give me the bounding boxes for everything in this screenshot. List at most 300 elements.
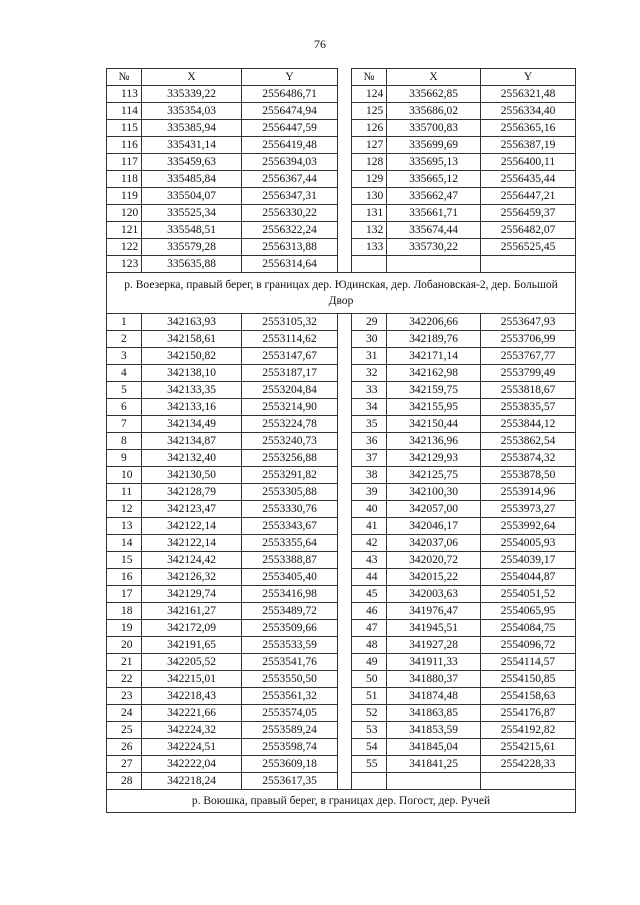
- column-header: X: [142, 69, 242, 86]
- y-coordinate: 2553878,50: [481, 467, 576, 484]
- x-coordinate: 342222,04: [142, 756, 242, 773]
- point-number: 126: [352, 120, 387, 137]
- x-coordinate: 335579,28: [142, 239, 242, 256]
- point-number: 128: [352, 154, 387, 171]
- x-coordinate: 342128,79: [142, 484, 242, 501]
- x-coordinate: 341945,51: [387, 620, 481, 637]
- point-number: 48: [352, 637, 387, 654]
- y-coordinate: 2553416,98: [242, 586, 338, 603]
- x-coordinate: 342015,22: [387, 569, 481, 586]
- point-number: 116: [107, 137, 142, 154]
- x-coordinate: 341863,85: [387, 705, 481, 722]
- x-coordinate: 342215,01: [142, 671, 242, 688]
- section-title: р. Воезерка, правый берег, в границах дер. Юдинская, дер. Лобановская-2, дер. Большой Двор: [107, 273, 576, 314]
- point-number: 50: [352, 671, 387, 688]
- y-coordinate: 2556365,16: [481, 120, 576, 137]
- point-number: 15: [107, 552, 142, 569]
- point-number: 31: [352, 348, 387, 365]
- x-coordinate: 342162,98: [387, 365, 481, 382]
- point-number: 118: [107, 171, 142, 188]
- table-row: [107, 399, 576, 416]
- table-row: [107, 569, 576, 586]
- column-gap: [338, 331, 352, 348]
- x-coordinate: 341911,33: [387, 654, 481, 671]
- point-number: 6: [107, 399, 142, 416]
- column-gap: [338, 671, 352, 688]
- x-coordinate: 335354,03: [142, 103, 242, 120]
- x-coordinate: 342189,76: [387, 331, 481, 348]
- x-coordinate: 342172,09: [142, 620, 242, 637]
- y-coordinate: 2553187,17: [242, 365, 338, 382]
- table-row: [107, 222, 576, 239]
- y-coordinate: 2553874,32: [481, 450, 576, 467]
- column-gap: [338, 103, 352, 120]
- x-coordinate: 342158,61: [142, 331, 242, 348]
- column-gap: [338, 756, 352, 773]
- y-coordinate: 2553561,32: [242, 688, 338, 705]
- point-number: 123: [107, 256, 142, 273]
- section-title: р. Воюшка, правый берег, в границах дер. Погост, дер. Ручей: [107, 790, 576, 813]
- x-coordinate: 342020,72: [387, 552, 481, 569]
- table-row: [107, 314, 576, 331]
- point-number: 25: [107, 722, 142, 739]
- table-row: [107, 239, 576, 256]
- y-coordinate: 2553598,74: [242, 739, 338, 756]
- column-header: №: [352, 69, 387, 86]
- x-coordinate: 335385,94: [142, 120, 242, 137]
- table-row: [107, 637, 576, 654]
- table-row: [107, 467, 576, 484]
- point-number: 13: [107, 518, 142, 535]
- x-coordinate: 342218,43: [142, 688, 242, 705]
- column-gap: [338, 256, 352, 273]
- column-gap: [338, 399, 352, 416]
- section-title-row: [107, 790, 576, 813]
- point-number: 43: [352, 552, 387, 569]
- column-header: X: [387, 69, 481, 86]
- point-number: 11: [107, 484, 142, 501]
- x-coordinate: 342046,17: [387, 518, 481, 535]
- point-number: 3: [107, 348, 142, 365]
- y-coordinate: 2556419,48: [242, 137, 338, 154]
- table-row: [107, 450, 576, 467]
- point-number: 21: [107, 654, 142, 671]
- table-row: [107, 501, 576, 518]
- x-coordinate: 342161,27: [142, 603, 242, 620]
- y-coordinate: 2554084,75: [481, 620, 576, 637]
- section-title-row: [107, 273, 576, 314]
- column-gap: [338, 314, 352, 331]
- point-number: 120: [107, 205, 142, 222]
- column-gap: [338, 86, 352, 103]
- point-number: 46: [352, 603, 387, 620]
- x-coordinate: 342155,95: [387, 399, 481, 416]
- y-coordinate: 2553405,40: [242, 569, 338, 586]
- column-gap: [338, 205, 352, 222]
- x-coordinate: 342133,16: [142, 399, 242, 416]
- point-number: 23: [107, 688, 142, 705]
- column-gap: [338, 467, 352, 484]
- column-gap: [338, 365, 352, 382]
- y-coordinate: 2553204,84: [242, 382, 338, 399]
- x-coordinate: 342136,96: [387, 433, 481, 450]
- table-row: [107, 688, 576, 705]
- table-row: [107, 382, 576, 399]
- point-number: 24: [107, 705, 142, 722]
- column-gap: [338, 705, 352, 722]
- point-number: 32: [352, 365, 387, 382]
- x-coordinate: 342133,35: [142, 382, 242, 399]
- y-coordinate: 2556400,11: [481, 154, 576, 171]
- x-coordinate: 335662,47: [387, 188, 481, 205]
- point-number: 54: [352, 739, 387, 756]
- column-gap: [338, 620, 352, 637]
- x-coordinate: 335635,88: [142, 256, 242, 273]
- y-coordinate: 2553541,76: [242, 654, 338, 671]
- table-row: [107, 620, 576, 637]
- column-gap: [338, 518, 352, 535]
- x-coordinate: 342224,32: [142, 722, 242, 739]
- point-number: 16: [107, 569, 142, 586]
- y-coordinate: 2553224,78: [242, 416, 338, 433]
- y-coordinate: 2553609,18: [242, 756, 338, 773]
- table-row: [107, 154, 576, 171]
- y-coordinate: 2556447,21: [481, 188, 576, 205]
- table-row: [107, 188, 576, 205]
- y-coordinate: 2556313,88: [242, 239, 338, 256]
- y-coordinate: 2553330,76: [242, 501, 338, 518]
- x-coordinate: 342123,47: [142, 501, 242, 518]
- table-row: [107, 365, 576, 382]
- point-number: 9: [107, 450, 142, 467]
- table-row: [107, 654, 576, 671]
- x-coordinate: 342159,75: [387, 382, 481, 399]
- point-number: 2: [107, 331, 142, 348]
- column-gap: [338, 188, 352, 205]
- point-number: 17: [107, 586, 142, 603]
- x-coordinate: 342206,66: [387, 314, 481, 331]
- y-coordinate: 2556525,45: [481, 239, 576, 256]
- y-coordinate: 2556321,48: [481, 86, 576, 103]
- column-gap: [338, 348, 352, 365]
- x-coordinate: 342122,14: [142, 518, 242, 535]
- point-number: 49: [352, 654, 387, 671]
- point-number: 12: [107, 501, 142, 518]
- y-coordinate: 2554039,17: [481, 552, 576, 569]
- table-row: [107, 518, 576, 535]
- x-coordinate: 335339,22: [142, 86, 242, 103]
- y-coordinate: 2553647,93: [481, 314, 576, 331]
- x-coordinate: 335686,02: [387, 103, 481, 120]
- x-coordinate: 342124,42: [142, 552, 242, 569]
- y-coordinate: 2553914,96: [481, 484, 576, 501]
- point-number: 30: [352, 331, 387, 348]
- column-gap: [338, 484, 352, 501]
- x-coordinate: 335431,14: [142, 137, 242, 154]
- x-coordinate: 335665,12: [387, 171, 481, 188]
- point-number: 14: [107, 535, 142, 552]
- point-number: 18: [107, 603, 142, 620]
- point-number: 20: [107, 637, 142, 654]
- y-coordinate: 2553114,62: [242, 331, 338, 348]
- table-row: [107, 348, 576, 365]
- y-coordinate: 2554051,52: [481, 586, 576, 603]
- column-gap: [338, 637, 352, 654]
- point-number: [352, 773, 387, 790]
- x-coordinate: 335674,44: [387, 222, 481, 239]
- y-coordinate: 2556314,64: [242, 256, 338, 273]
- table-row: [107, 205, 576, 222]
- x-coordinate: 335485,84: [142, 171, 242, 188]
- y-coordinate: 2556447,59: [242, 120, 338, 137]
- point-number: 35: [352, 416, 387, 433]
- table-row: [107, 103, 576, 120]
- y-coordinate: 2554114,57: [481, 654, 576, 671]
- y-coordinate: 2553706,99: [481, 331, 576, 348]
- y-coordinate: 2556435,44: [481, 171, 576, 188]
- y-coordinate: 2554215,61: [481, 739, 576, 756]
- x-coordinate: 341841,25: [387, 756, 481, 773]
- y-coordinate: 2554150,85: [481, 671, 576, 688]
- x-coordinate: 342132,40: [142, 450, 242, 467]
- coordinates-table: [106, 68, 576, 813]
- table-row: [107, 171, 576, 188]
- point-number: 121: [107, 222, 142, 239]
- table-row: [107, 137, 576, 154]
- point-number: 51: [352, 688, 387, 705]
- point-number: 8: [107, 433, 142, 450]
- point-number: 38: [352, 467, 387, 484]
- y-coordinate: 2556486,71: [242, 86, 338, 103]
- y-coordinate: 2556347,31: [242, 188, 338, 205]
- table-row: [107, 552, 576, 569]
- y-coordinate: 2553844,12: [481, 416, 576, 433]
- y-coordinate: 2556387,19: [481, 137, 576, 154]
- column-gap: [338, 171, 352, 188]
- y-coordinate: 2554005,93: [481, 535, 576, 552]
- y-coordinate: 2556322,24: [242, 222, 338, 239]
- table-row: [107, 535, 576, 552]
- y-coordinate: 2554228,33: [481, 756, 576, 773]
- point-number: 39: [352, 484, 387, 501]
- x-coordinate: 342130,50: [142, 467, 242, 484]
- point-number: 45: [352, 586, 387, 603]
- y-coordinate: 2554096,72: [481, 637, 576, 654]
- y-coordinate: 2553256,88: [242, 450, 338, 467]
- point-number: 47: [352, 620, 387, 637]
- y-coordinate: 2556330,22: [242, 205, 338, 222]
- x-coordinate: 342218,24: [142, 773, 242, 790]
- column-gap: [338, 739, 352, 756]
- column-gap: [338, 69, 352, 86]
- y-coordinate: 2553240,73: [242, 433, 338, 450]
- table-row: [107, 331, 576, 348]
- x-coordinate: 341976,47: [387, 603, 481, 620]
- column-gap: [338, 722, 352, 739]
- point-number: 1: [107, 314, 142, 331]
- x-coordinate: 341845,04: [387, 739, 481, 756]
- x-coordinate: 342122,14: [142, 535, 242, 552]
- point-number: 37: [352, 450, 387, 467]
- x-coordinate: 342037,06: [387, 535, 481, 552]
- y-coordinate: 2554158,63: [481, 688, 576, 705]
- point-number: 41: [352, 518, 387, 535]
- column-gap: [338, 416, 352, 433]
- column-gap: [338, 654, 352, 671]
- x-coordinate: 342191,65: [142, 637, 242, 654]
- column-header: №: [107, 69, 142, 86]
- y-coordinate: 2556334,40: [481, 103, 576, 120]
- y-coordinate: 2553799,49: [481, 365, 576, 382]
- column-header: Y: [481, 69, 576, 86]
- x-coordinate: 342221,66: [142, 705, 242, 722]
- table-row: [107, 86, 576, 103]
- x-coordinate: 335700,83: [387, 120, 481, 137]
- column-gap: [338, 137, 352, 154]
- x-coordinate: 335730,22: [387, 239, 481, 256]
- y-coordinate: 2553388,87: [242, 552, 338, 569]
- point-number: 4: [107, 365, 142, 382]
- point-number: 113: [107, 86, 142, 103]
- column-gap: [338, 154, 352, 171]
- point-number: 10: [107, 467, 142, 484]
- y-coordinate: 2556482,07: [481, 222, 576, 239]
- x-coordinate: 342150,82: [142, 348, 242, 365]
- table-row: [107, 603, 576, 620]
- y-coordinate: 2553214,90: [242, 399, 338, 416]
- point-number: [352, 256, 387, 273]
- y-coordinate: [481, 256, 576, 273]
- y-coordinate: 2554044,87: [481, 569, 576, 586]
- x-coordinate: 335504,07: [142, 188, 242, 205]
- point-number: 28: [107, 773, 142, 790]
- table-row: [107, 484, 576, 501]
- y-coordinate: 2553973,27: [481, 501, 576, 518]
- x-coordinate: 342224,51: [142, 739, 242, 756]
- point-number: 40: [352, 501, 387, 518]
- point-number: 22: [107, 671, 142, 688]
- table-row: [107, 739, 576, 756]
- table-row: [107, 756, 576, 773]
- y-coordinate: 2553992,64: [481, 518, 576, 535]
- y-coordinate: 2554176,87: [481, 705, 576, 722]
- point-number: 26: [107, 739, 142, 756]
- y-coordinate: [481, 773, 576, 790]
- table-row: [107, 256, 576, 273]
- table-row: [107, 120, 576, 137]
- x-coordinate: 335548,51: [142, 222, 242, 239]
- x-coordinate: 335459,63: [142, 154, 242, 171]
- point-number: 33: [352, 382, 387, 399]
- x-coordinate: 342150,44: [387, 416, 481, 433]
- point-number: 127: [352, 137, 387, 154]
- point-number: 119: [107, 188, 142, 205]
- y-coordinate: 2553835,57: [481, 399, 576, 416]
- y-coordinate: 2553574,05: [242, 705, 338, 722]
- table-row: [107, 705, 576, 722]
- y-coordinate: 2553291,82: [242, 467, 338, 484]
- y-coordinate: 2553509,66: [242, 620, 338, 637]
- y-coordinate: 2553533,59: [242, 637, 338, 654]
- y-coordinate: 2553767,77: [481, 348, 576, 365]
- point-number: 55: [352, 756, 387, 773]
- table-row: [107, 773, 576, 790]
- y-coordinate: 2553305,88: [242, 484, 338, 501]
- column-gap: [338, 569, 352, 586]
- point-number: 114: [107, 103, 142, 120]
- point-number: 133: [352, 239, 387, 256]
- point-number: 29: [352, 314, 387, 331]
- x-coordinate: 341880,37: [387, 671, 481, 688]
- point-number: 131: [352, 205, 387, 222]
- y-coordinate: 2556474,94: [242, 103, 338, 120]
- column-gap: [338, 450, 352, 467]
- x-coordinate: [387, 773, 481, 790]
- point-number: 115: [107, 120, 142, 137]
- x-coordinate: 335699,69: [387, 137, 481, 154]
- y-coordinate: 2553489,72: [242, 603, 338, 620]
- y-coordinate: 2556394,03: [242, 154, 338, 171]
- x-coordinate: 342171,14: [387, 348, 481, 365]
- column-gap: [338, 552, 352, 569]
- point-number: 132: [352, 222, 387, 239]
- x-coordinate: 342057,00: [387, 501, 481, 518]
- table-row: [107, 671, 576, 688]
- column-gap: [338, 433, 352, 450]
- point-number: 125: [352, 103, 387, 120]
- y-coordinate: 2553355,64: [242, 535, 338, 552]
- column-gap: [338, 382, 352, 399]
- point-number: 129: [352, 171, 387, 188]
- table-row: [107, 433, 576, 450]
- x-coordinate: 341927,28: [387, 637, 481, 654]
- y-coordinate: 2553589,24: [242, 722, 338, 739]
- x-coordinate: 342163,93: [142, 314, 242, 331]
- point-number: 52: [352, 705, 387, 722]
- page-number: 76: [314, 37, 326, 51]
- x-coordinate: 342126,32: [142, 569, 242, 586]
- x-coordinate: 342129,93: [387, 450, 481, 467]
- x-coordinate: 342205,52: [142, 654, 242, 671]
- x-coordinate: 341874,48: [387, 688, 481, 705]
- table-row: [107, 722, 576, 739]
- y-coordinate: 2553343,67: [242, 518, 338, 535]
- point-number: 36: [352, 433, 387, 450]
- table-header-row: [107, 69, 576, 86]
- point-number: 44: [352, 569, 387, 586]
- table-row: [107, 416, 576, 433]
- y-coordinate: 2553818,67: [481, 382, 576, 399]
- y-coordinate: 2553617,35: [242, 773, 338, 790]
- x-coordinate: 342129,74: [142, 586, 242, 603]
- point-number: 42: [352, 535, 387, 552]
- y-coordinate: 2554192,82: [481, 722, 576, 739]
- column-gap: [338, 773, 352, 790]
- point-number: 130: [352, 188, 387, 205]
- x-coordinate: [387, 256, 481, 273]
- point-number: 117: [107, 154, 142, 171]
- x-coordinate: 342003,63: [387, 586, 481, 603]
- point-number: 7: [107, 416, 142, 433]
- x-coordinate: 335661,71: [387, 205, 481, 222]
- x-coordinate: 335662,85: [387, 86, 481, 103]
- x-coordinate: 342138,10: [142, 365, 242, 382]
- x-coordinate: 342134,87: [142, 433, 242, 450]
- x-coordinate: 342100,30: [387, 484, 481, 501]
- column-gap: [338, 688, 352, 705]
- x-coordinate: 341853,59: [387, 722, 481, 739]
- table-row: [107, 586, 576, 603]
